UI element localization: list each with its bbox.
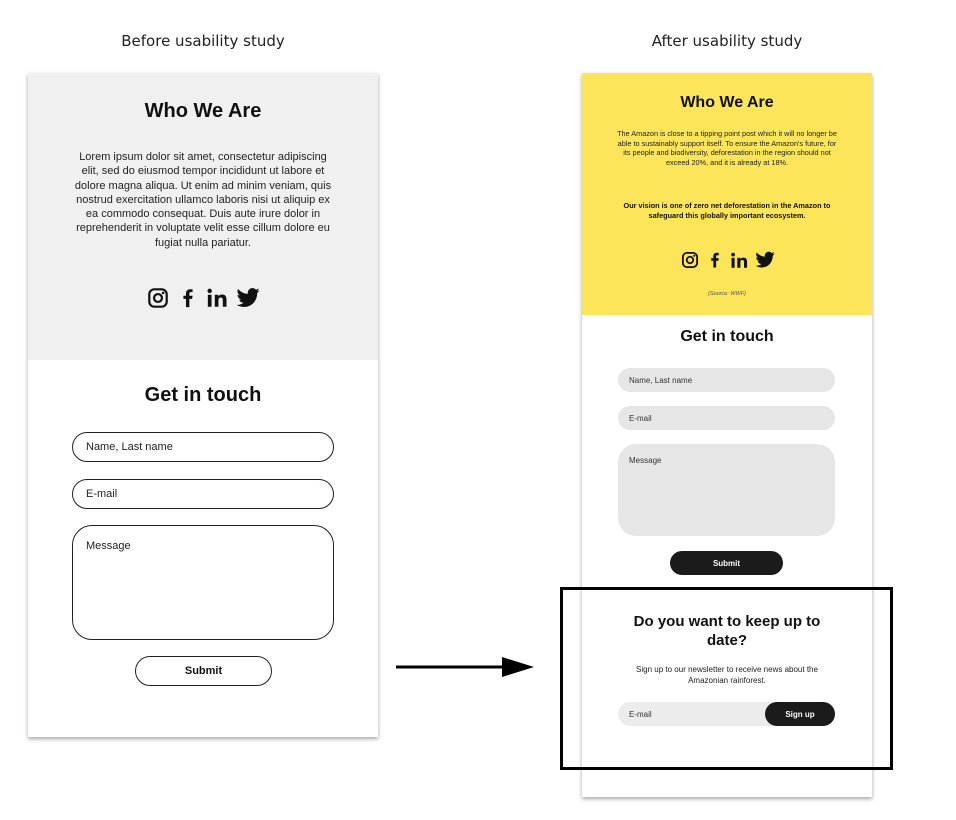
name-field[interactable] — [618, 368, 835, 392]
message-field[interactable] — [72, 525, 334, 640]
submit-button[interactable]: Submit — [135, 656, 272, 686]
who-we-are-section — [28, 73, 378, 360]
facebook-icon[interactable] — [705, 250, 725, 270]
get-in-touch-title: Get in touch — [680, 328, 774, 345]
email-field[interactable] — [618, 406, 835, 430]
vision-statement: Our vision is one of zero net deforestation in the Amazon to safeguard this globally important ecosystem. — [623, 201, 831, 220]
linkedin-icon[interactable] — [206, 286, 230, 310]
twitter-icon[interactable] — [755, 250, 775, 270]
after-caption: After usability study — [651, 32, 803, 50]
email-placeholder: E-mail — [629, 413, 652, 423]
newsletter-title: Do you want to keep up to date? — [633, 613, 821, 649]
social-icons — [582, 250, 872, 270]
newsletter-highlight-frame — [560, 587, 893, 770]
instagram-icon[interactable] — [146, 286, 170, 310]
who-we-are-section — [582, 73, 872, 315]
social-icons — [28, 286, 378, 310]
sign-up-button[interactable]: Sign up — [765, 702, 835, 726]
facebook-icon[interactable] — [176, 286, 200, 310]
message-field[interactable] — [618, 444, 835, 536]
name-placeholder: Name, Last name — [629, 375, 693, 385]
email-field[interactable] — [72, 479, 334, 509]
arrow-right-icon — [396, 656, 536, 678]
message-placeholder: Message — [86, 540, 131, 552]
get-in-touch-title: Get in touch — [144, 384, 262, 406]
before-caption: Before usability study — [121, 32, 285, 50]
twitter-icon[interactable] — [236, 286, 260, 310]
instagram-icon[interactable] — [680, 250, 700, 270]
message-placeholder: Message — [629, 456, 662, 465]
source-note: (Source: WWF) — [708, 291, 746, 297]
who-we-are-title: Who We Are — [680, 94, 774, 111]
linkedin-icon[interactable] — [730, 250, 750, 270]
email-placeholder: E-mail — [86, 488, 118, 500]
who-we-are-text: The Amazon is close to a tipping point post which it will no longer be able to sustainably support itself. To ensure the Amazon's future, for its people and biodiversity, deforestation in the region should not exceed 20%, and it is already at 18%. — [617, 129, 837, 167]
newsletter-text: Sign up to our newsletter to receive news about the Amazonian rainforest. — [636, 665, 818, 685]
submit-button[interactable]: Submit — [670, 551, 783, 575]
name-placeholder: Name, Last name — [86, 441, 173, 453]
who-we-are-text: Lorem ipsum dolor sit amet, consectetur adipiscing elit, sed do eiusmod tempor incididunt ut labore et dolore magna aliqua. Ut enim ad minim veniam, quis nostrud exercitation ullamco laboris nisi ut aliquip ex ea commodo consequat. Duis aute irure dolor in reprehenderit in voluptate velit esse cillum dolore eu fugiat nulla pariatur. — [74, 151, 332, 249]
before-phone-mockup — [28, 73, 378, 737]
who-we-are-title: Who We Are — [144, 100, 262, 122]
newsletter-email-placeholder: E-mail — [629, 709, 652, 719]
name-field[interactable] — [72, 432, 334, 462]
